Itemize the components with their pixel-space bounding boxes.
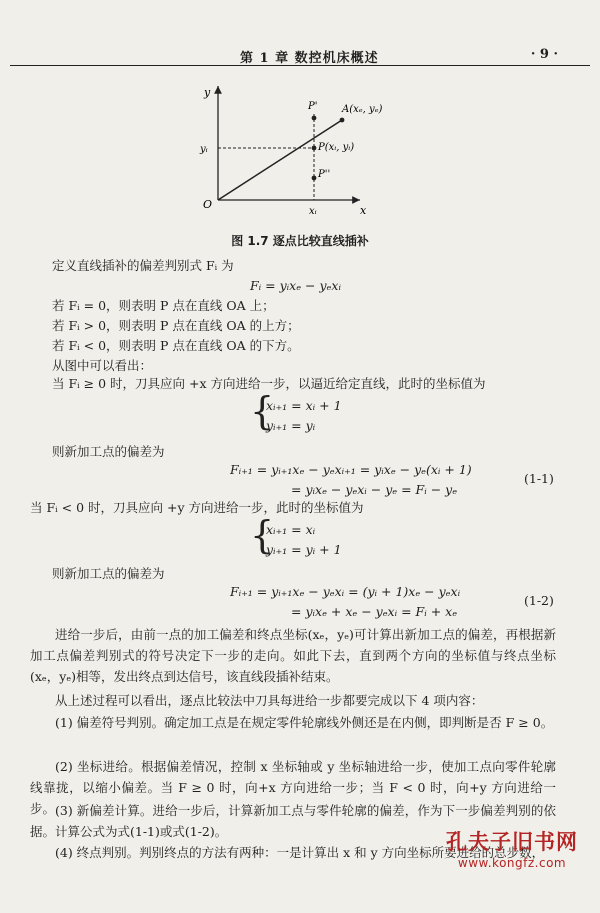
running-header xyxy=(10,45,590,66)
equation: yᵢ₊₁ = yᵢ + 1 xyxy=(266,542,342,557)
brace: { xyxy=(250,513,275,557)
text-line: 当 Fᵢ < 0 时，刀具应向 +y 方向进给一步，此时的坐标值为 xyxy=(30,500,364,515)
equation-number: (1-1) xyxy=(524,471,554,486)
paragraph: (4) 终点判别。判别终点的方法有两种：一是计算出 x 和 y 方向坐标所要进给的总步数， xyxy=(55,845,545,860)
point-p1 xyxy=(312,116,317,121)
text-line: 则新加工点的偏差为 xyxy=(52,566,165,581)
figure-caption: 图 1.7 逐点比较直线插补 xyxy=(231,234,369,248)
text-line: 从图中可以看出： xyxy=(52,358,153,373)
paragraph: 从上述过程可以看出，逐点比较法中刀具每进给一步都要完成以下 4 项内容： xyxy=(55,693,484,708)
paragraph: (1) 偏差符号判别。确定加工点是在规定零件轮廓线外侧还是在内侧，即判断是否 F ≥ 0。 xyxy=(55,715,554,730)
point-p xyxy=(312,146,317,151)
watermark-text: 孔夫子旧书网 xyxy=(446,830,578,854)
text-line: 若 Fᵢ > 0，则表明 P 点在直线 OA 的上方； xyxy=(52,318,300,333)
y-axis-label: y xyxy=(204,86,211,99)
equation: xᵢ₊₁ = xᵢ + 1 xyxy=(266,398,342,413)
equation: Fᵢ = yᵢxₑ − yₑxᵢ xyxy=(250,278,341,293)
paragraph: (2) 坐标进给。根据偏差情况，控制 x 坐标轴或 y 坐标轴进给一步，使加工点向零件轮廓线靠拢，以缩小偏差。当 F ≥ 0 时，向+x 方向进给一步；当 F < 0 时，向+y 方向进给一步。 xyxy=(30,759,556,816)
watermark-url: www.kongfz.com xyxy=(457,856,567,870)
yi-label: yᵢ xyxy=(200,144,208,155)
point-p2-label: P'' xyxy=(318,169,331,180)
paragraph: (3) 新偏差计算。进给一步后，计算新加工点与零件轮廓的偏差，作为下一步偏差判别的依据。计算公式为式(1-1)或式(1-2)。 xyxy=(30,803,556,839)
equation: xᵢ₊₁ = xᵢ xyxy=(266,522,316,537)
equation: Fᵢ₊₁ = yᵢ₊₁xₑ − yₑxᵢ₊₁ = yᵢxₑ − yₑ(xᵢ + 1) xyxy=(230,462,472,477)
line-oa xyxy=(218,120,342,200)
equation: = yᵢxₑ + xₑ − yₑxᵢ = Fᵢ + xₑ xyxy=(291,604,458,619)
text-line: 定义直线插补的偏差判别式 Fᵢ 为 xyxy=(52,258,234,273)
point-p2 xyxy=(312,176,317,181)
text-line: 若 Fᵢ < 0，则表明 P 点在直线 OA 的下方。 xyxy=(52,338,300,353)
point-p-label: P(xᵢ, yᵢ) xyxy=(318,142,355,153)
text-line: 则新加工点的偏差为 xyxy=(52,444,165,459)
equation: yᵢ₊₁ = yᵢ xyxy=(266,418,316,433)
paragraph: 进给一步后，由前一点的加工偏差和终点坐标(xₑ，yₑ)可计算出新加工点的偏差，再根据新加工点偏差判别式的符号决定下一步的走向。如此下去，直到两个方向的坐标值与终点坐标(xₑ，yₑ)相等，发出终点到达信号，该直线段插补结束。 xyxy=(30,627,556,684)
equation: Fᵢ₊₁ = yᵢ₊₁xₑ − yₑxᵢ = (yᵢ + 1)xₑ − yₑxᵢ xyxy=(230,584,461,599)
text-line: 当 Fᵢ ≥ 0 时，刀具应向 +x 方向进给一步，以逼近给定直线，此时的坐标值为 xyxy=(52,376,486,391)
watermark xyxy=(432,826,592,870)
chapter-title: 第 1 章 数控机床概述 xyxy=(240,51,379,66)
origin-label: O xyxy=(203,198,213,211)
xi-label: xᵢ xyxy=(309,206,317,217)
x-axis-label: x xyxy=(360,204,367,217)
equation: = yᵢxₑ − yₑxᵢ − yₑ = Fᵢ − yₑ xyxy=(291,482,458,497)
point-p1-label: P' xyxy=(308,101,318,112)
interpolation-figure xyxy=(190,76,390,226)
page-number: · 9 · xyxy=(530,47,558,62)
point-a-label: A(xₑ, yₑ) xyxy=(342,104,383,115)
text-line: 若 Fᵢ = 0，则表明 P 点在直线 OA 上； xyxy=(52,298,275,313)
equation-number: (1-2) xyxy=(524,593,554,608)
brace: { xyxy=(250,389,275,433)
point-a xyxy=(340,118,345,123)
